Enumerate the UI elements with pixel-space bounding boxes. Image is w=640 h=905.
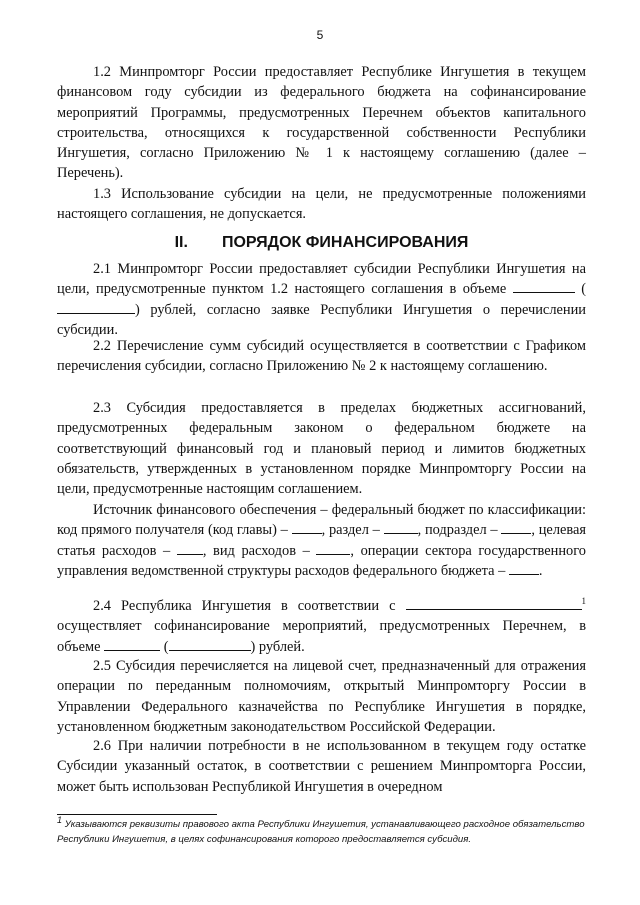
section-title: ПОРЯДОК ФИНАНСИРОВАНИЯ	[221, 234, 469, 251]
paragraph-2-1-mid: (	[581, 281, 586, 298]
vid-blank	[316, 542, 350, 555]
paragraph-1-3: 1.3 Использование субсидии на цели, не предусмотренные положениями настоящего соглашения, не допускается.	[57, 186, 586, 223]
footnote-text: Указываются реквизиты правового акта Республики Ингушетия, устанавливающего расходное обязательство Республики Ингушетия, в целях софинансирования которого предоставляется субсидия.	[57, 819, 585, 845]
paragraph-2-4-start: 2.4 Республика Ингушетия в соответствии с	[93, 598, 396, 614]
co-amount-blank	[104, 638, 160, 651]
paragraph-2-1-start: 2.1 Минпромторг России предоставляет субсидии Республики Ингушетия на цели, предусмотренные пунктом 1.2 настоящего соглашения в объеме	[57, 261, 586, 298]
podrazdel-blank	[501, 521, 531, 534]
funding-source-statya: , целевая статья расходов –	[57, 522, 586, 559]
funding-source-podrazdel: , подраздел –	[417, 522, 498, 539]
paragraph-2-6: 2.6 При наличии потребности в не использованном в текущем году остатке Субсидии указанный остаток, в соответствии с решением Минпромторга России, может быть использован Республикой Ингушетия в очередном	[57, 738, 586, 795]
page-number: 5	[316, 28, 324, 42]
amount-words-blank	[57, 301, 135, 314]
funding-source-vid: , вид расходов –	[202, 542, 310, 559]
paragraph-2-2: 2.2 Перечисление сумм субсидий осуществляется в соответствии с Графиком перечисления субсидии, согласно Приложению № 2 к настоящему соглашению.	[57, 338, 586, 375]
paragraph-2-1	[57, 259, 586, 340]
funding-source-start: Источник финансового обеспечения – федеральный бюджет по классификации: код прямого получателя (код главы) –	[57, 502, 586, 539]
paragraph-1-2: 1.2 Минпромторг России предоставляет Республике Ингушетия в текущем финансовом году субсидии из федерального бюджета на софинансирование мероприятий Программы, предусмотренных Перечнем объектов капитального строительства, относящихся к государственной собственности Республики Ингушетия, согласно Приложению № 1 к настоящему соглашению (далее – Перечень).	[57, 64, 586, 182]
paragraph-2-4-paren: (	[163, 638, 169, 655]
funding-source-end: , операции сектора государственного управления ведомственной структуры расходов федерального бюджета –	[57, 542, 586, 579]
legal-act-blank	[406, 597, 582, 610]
code-blank	[292, 521, 322, 534]
co-amount-words-blank	[169, 638, 251, 651]
footnote-ref: 1	[581, 596, 586, 607]
funding-source-tail: .	[538, 562, 543, 579]
paragraph-2-4-end: ) рублей.	[250, 638, 305, 655]
statya-blank	[177, 542, 203, 555]
paragraph-2-1-end: ) рублей, согласно заявке Республики Ингушетия о перечислении субсидии.	[57, 301, 586, 338]
footnote-divider	[57, 814, 217, 815]
section-heading	[57, 233, 586, 253]
paragraph-2-3: 2.3 Субсидия предоставляется в пределах бюджетных ассигнований, предусмотренных федеральным законом о федеральном бюджете на соответствующий финансовый год и плановый период и лимитов бюджетных обязательств, утвержденных в установленном порядке Минпромторгу России на цели, предусмотренные настоящим соглашением.	[57, 400, 586, 498]
paragraph-2-4	[57, 596, 586, 657]
footnote	[57, 814, 586, 847]
razdel-blank	[384, 521, 418, 534]
paragraph-2-5: 2.5 Субсидия перечисляется на лицевой счет, предназначенный для отражения операции по переданным полномочиям, открытый Минпромторгу России в Управлении Федерального казначейства по Республике Ингушетия в порядке, установленном бюджетным законодательством Российской Федерации.	[57, 658, 586, 735]
paragraph-2-4-mid: осуществляет софинансирование мероприятий, предусмотренных Перечнем, в объеме	[57, 618, 586, 655]
section-number: II.	[174, 234, 188, 251]
paragraph-funding-source	[57, 500, 586, 581]
amount-blank	[513, 280, 575, 293]
footnote-mark: 1	[57, 814, 63, 825]
funding-source-razdel: , раздел –	[321, 522, 380, 539]
kosgu-blank	[509, 562, 539, 575]
